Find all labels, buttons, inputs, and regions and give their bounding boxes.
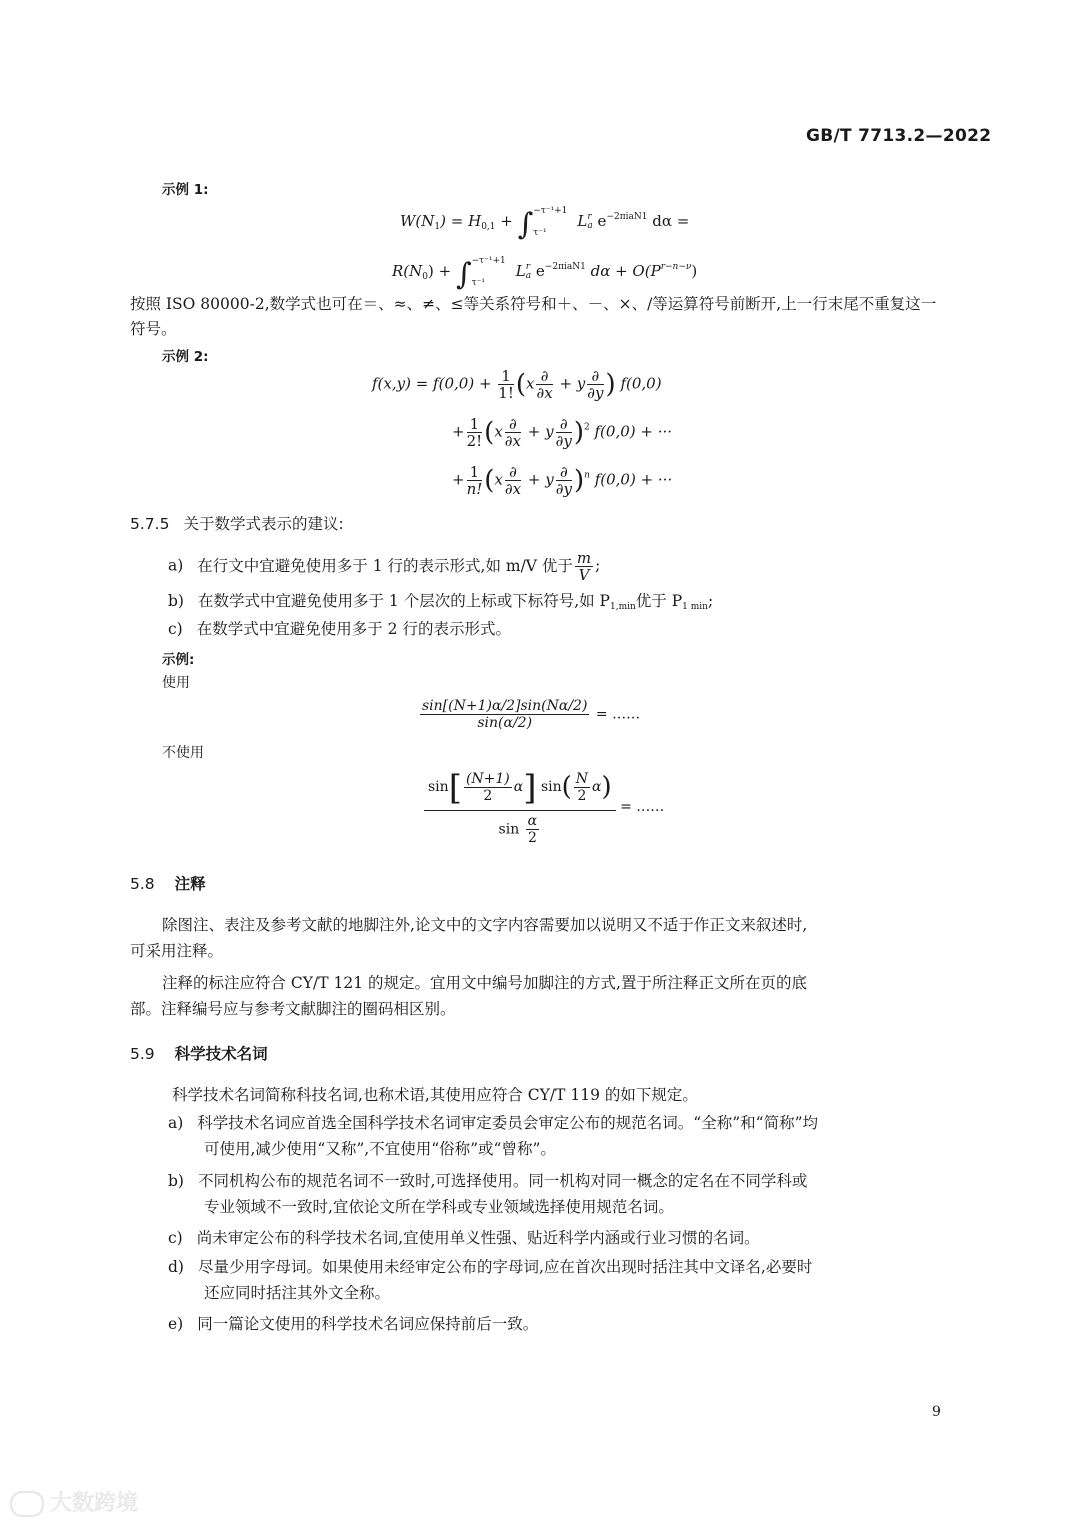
watermark: 大数跨境	[10, 1486, 138, 1517]
formula-3: $\frac{\sin[(N+1)\alpha/2]\sin(N\alpha/2)}{\sin(\alpha/2)}$ = ……	[422, 698, 641, 731]
terms-item-e: e) 同一篇论文使用的科学技术名词应保持前后一致。	[168, 1315, 539, 1333]
terms-item-a: a) 科学技术名词应首选全国科学技术名词审定委员会审定公布的规范名词。“全称”和“简称”均 可使用,减少使用“又称”,不宜使用“俗称”或“曾称”。	[168, 1114, 818, 1158]
example-2-label: 示例 2:	[162, 349, 209, 365]
not-use-label: 不使用	[162, 745, 204, 761]
section-5-7-5-heading: 5.7.5 关于数学式表示的建议:	[130, 515, 344, 533]
terms-item-c: c) 尚未审定公布的科学技术名词,宜使用单义性强、贴近科学内涵或行业习惯的名词。	[168, 1229, 760, 1247]
use-label: 使用	[162, 675, 190, 691]
terms-item-d: d) 尽量少用字母词。如果使用未经审定公布的字母词,应在首次出现时括注其中文译名,必要时 还应同时括注其外文全称。	[168, 1258, 813, 1302]
watermark-logo-icon	[10, 1491, 44, 1517]
formula-2-line-3: + $\frac{1}{n!}$ (x $\frac{\partial}{\partial x}$ + y $\frac{\partial}{\partial y}$ )$^n$ f(0,0) + ···	[452, 463, 673, 498]
integral-sign: ∫	[517, 207, 534, 242]
list-item-c: c) 在数学式中宜避免使用多于 2 行的表示形式。	[168, 620, 511, 638]
formula-2-line-2: + $\frac{1}{2!}$ (x $\frac{\partial}{\partial x}$ + y $\frac{\partial}{\partial y}$ )$^2$ f(0,0) + ···	[452, 415, 673, 450]
example-1-label: 示例 1:	[162, 182, 209, 198]
formula-2-line-1: f(x,y) = f(0,0) + $\frac{1}{1!}$ (x $\frac{\partial}{\partial x}$ + y $\frac{\partial}{\partial y}$ ) f(0,0)	[372, 367, 662, 402]
section-5-8-heading: 5.8 注释	[130, 875, 206, 893]
notes-paragraph-2-line-2: 部。注释编号应与参考文献脚注的圈码相区别。	[130, 1000, 456, 1018]
section-5-9-heading: 5.9 科学技术名词	[130, 1045, 268, 1063]
iso-paragraph-line-2: 符号。	[130, 320, 177, 338]
formula-4: sin[ $\frac{(N+1)}{2}$ α] sin( $\frac{N}{2}$ α) sin $\frac{\alpha}{2}$ = ……	[424, 768, 664, 846]
terms-item-b: b) 不同机构公布的规范名词不一致时,可选择使用。同一机构对同一概念的定名在不同学科或 专业领域不一致时,宜依论文所在学科或专业领域选择使用规范名词。	[168, 1172, 808, 1216]
iso-paragraph-line-1: 按照 ISO 80000-2,数学式也可在＝、≈、≠、≤等关系符号和＋、－、×、/等运算符号前断开,上一行末尾不重复这一	[130, 295, 937, 313]
formula-1-line-1: $W(N_1) = H_{0,1}$ + ∫ −τ⁻¹+1 τ⁻¹ L r a $e^{-2\pi iaN1}$ dα =	[400, 206, 690, 242]
list-item-a: a) 在行文中宜避免使用多于 1 行的表示形式,如 m/V 优于 $\frac{m}{V}$ ;	[168, 549, 601, 584]
notes-paragraph-1-line-2: 可采用注释。	[130, 942, 224, 960]
formula-1-line-2: $R(N_0)$ + ∫ −τ⁻¹+1 τ⁻¹ L r a $e^{-2\pi iaN1}$ $d\alpha + O(P^{r-n-\nu})$	[392, 256, 698, 292]
page-number: 9	[932, 1404, 941, 1420]
standard-number: GB/T 7713.2—2022	[806, 126, 992, 146]
example-label: 示例:	[162, 652, 195, 668]
terms-intro: 科学技术名词简称科技名词,也称术语,其使用应符合 CY/T 119 的如下规定。	[172, 1086, 698, 1104]
notes-paragraph-2-line-1: 注释的标注应符合 CY/T 121 的规定。宜用文中编号加脚注的方式,置于所注释正文所在页的底	[162, 974, 807, 992]
list-item-b: b) 在数学式中宜避免使用多于 1 个层次的上标或下标符号,如 $P_{1,min}$优于 $P_{1 min}$;	[168, 592, 714, 612]
notes-paragraph-1-line-1: 除图注、表注及参考文献的地脚注外,论文中的文字内容需要加以说明又不适于作正文来叙述时,	[162, 916, 808, 934]
